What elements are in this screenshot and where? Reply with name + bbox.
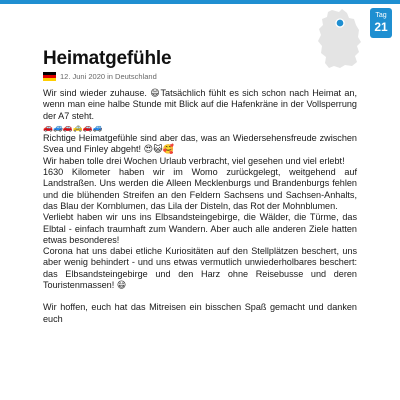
post-meta <box>43 71 157 81</box>
paragraph: Wir sind wieder zuhause. 😄Tatsächlich fühlt es sich schon nach Heimat an, wenn man eine halbe Stunde mit Blick auf die Hafenkräne in der Vollsperrung der A7 steht. <box>43 88 357 121</box>
paragraph: Corona hat uns dabei etliche Kuriositäten auf den Stellplätzen beschert, uns aber wenig behindert - und uns etwas vermutlich unwiederholbares beschert: das Elbsandsteingebirge und den Harz ohne Reisebusse und deren Touristenmassen! 😄 <box>43 246 357 291</box>
post-date: 12. Juni 2020 in Deutschland <box>60 71 157 81</box>
day-badge-number: 21 <box>374 20 388 34</box>
paragraph: Wir haben tolle drei Wochen Urlaub verbracht, viel gesehen und viel erlebt! <box>43 155 345 166</box>
germany-map-icon <box>312 8 366 70</box>
paragraph: 1630 Kilometer haben wir im Womo zurückgelegt, weitgehend auf Landstraßen. Uns werden die Alleen Mecklenburgs und Brandenburgs fehlen und die blühenden Streifen an den Feldern Sachsens und Sachsen-Anhalts, das Blau der Kornblumen, das Lila der Disteln, das Rot der Mohnblumen. <box>43 167 357 211</box>
post-title: Heimatgefühle <box>43 48 172 69</box>
germany-outline <box>318 9 361 68</box>
germany-flag-icon <box>43 72 56 81</box>
day-badge <box>370 8 392 38</box>
closing-paragraph: Wir hoffen, euch hat das Mitreisen ein bisschen Spaß gemacht und danken euch <box>43 302 357 324</box>
car-emoji-row: 🚗🚙🚗🚕🚗🚙 <box>43 122 103 132</box>
germany-map-svg <box>312 8 366 70</box>
paragraph: Richtige Heimatgefühle sind aber das, was an Wiedersehensfreude zwischen Svea und Finley abgeht! 😍😺🥰 <box>43 133 357 155</box>
paragraph: Verliebt haben wir uns ins Elbsandsteingebirge, die Wälder, die Türme, das Elbtal - einfach traumhaft zum Wandern. Aber auch alle anderen Ziele hatten etwas besonderes! <box>43 212 357 245</box>
paragraph-spacer <box>43 291 357 302</box>
top-accent-bar <box>0 0 400 4</box>
post-body <box>43 88 357 325</box>
location-marker <box>336 19 344 27</box>
day-badge-label: Tag <box>375 12 387 19</box>
